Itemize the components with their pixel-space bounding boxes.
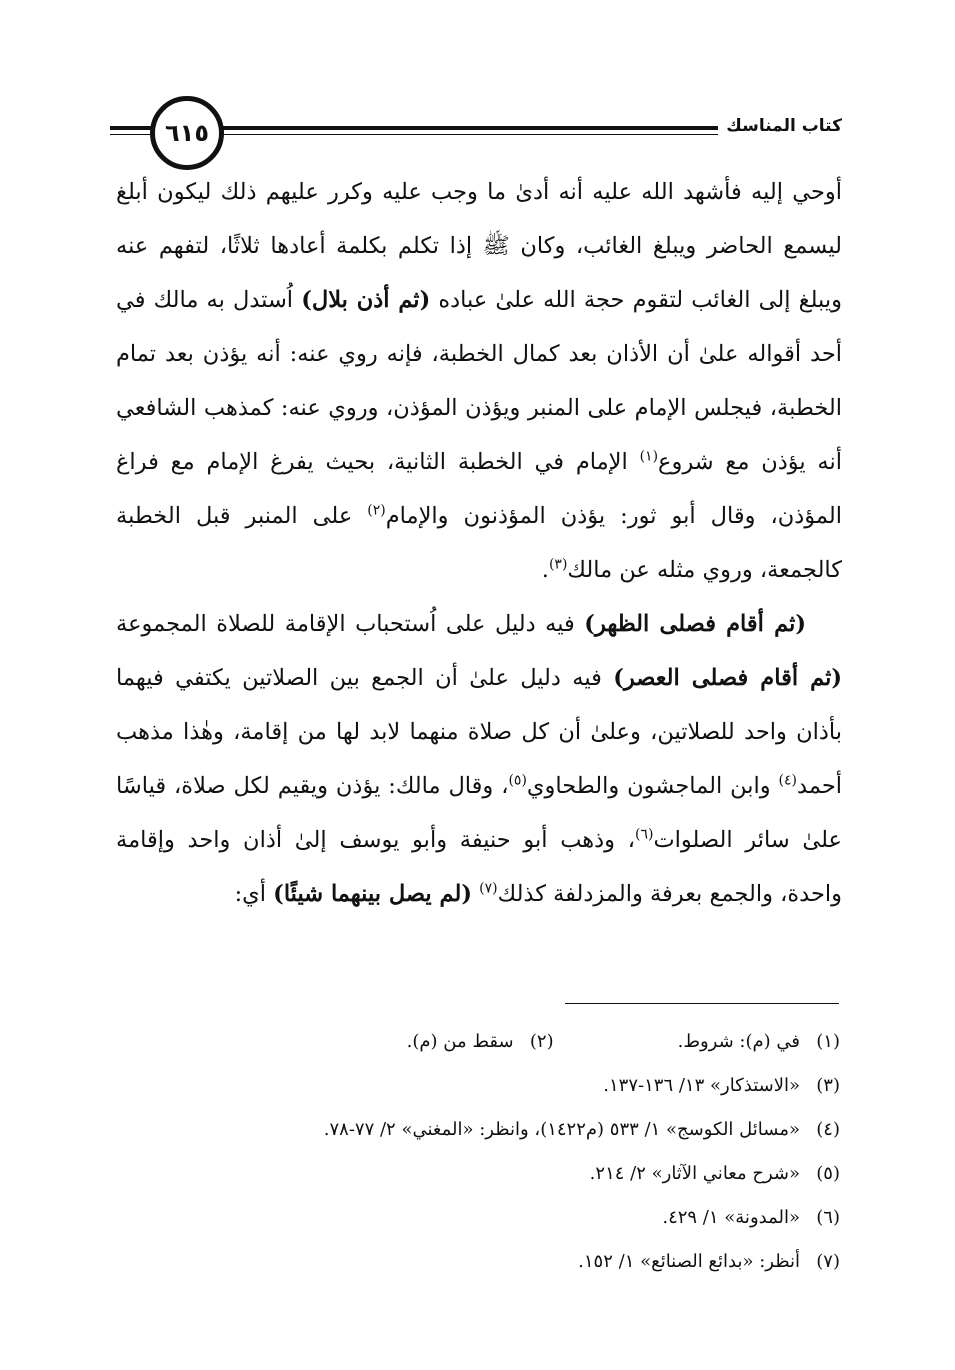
footnote-ref[interactable]: (٢) [367,502,386,519]
footnote-ref[interactable]: (٦) [635,826,654,843]
footnote-text: أنظر: «بدائع الصنائع» ١/ ١٥٢. [578,1251,800,1272]
footnote-text: «شرح معاني الآثار» ٢/ ٢١٤. [589,1163,800,1184]
footnote-3 [120,1064,840,1108]
quoted-hadith-phrase: (لم يصل بينهما شيئًا) [273,881,472,907]
text-run: فيه دليل علىٰ أن الجمع بين الصلاتين يكتفي فيهما بأذان واحد للصلاتين، وعلىٰ أن كل صلاة منهما لابد لها من إقامة، وهٰذا مذهب أحمد [116,665,842,799]
footnote-ref[interactable]: (٣) [548,556,568,573]
text-run: وابن الماجشون والطحاوي [526,773,779,799]
footnote-number: (٢) [529,1031,554,1052]
footnote-7 [120,1240,840,1284]
footnote-ref[interactable]: (٤) [778,772,798,789]
page-header [110,90,848,170]
footnote-text: «المدونة» ١/ ٤٢٩. [662,1207,800,1228]
text-run: على المنبر قبل الخطبة كالجمعة، وروي مثله عن مالك [116,503,842,583]
footnote-text: «الاستذكار» ١٣/ ١٣٦-١٣٧. [603,1075,800,1096]
quoted-hadith-phrase: (ثم أذن بلال) [301,287,431,313]
text-run: أي: [234,881,274,907]
footnote-separator [565,1003,839,1004]
footnote-2 [407,1020,554,1064]
quoted-hadith-phrase: (ثم أقام فصلى الظهر) [584,611,806,637]
text-run: الإمام في الخطبة الثانية، بحيث يفرغ الإمام مع فراغ المؤذن، وقال أبو ثور: يؤذن المؤذنون والإمام [116,449,842,529]
footnote-5 [120,1152,840,1196]
text-run: اُستدل به مالك في أحد أقواله علىٰ أن الأذان بعد كمال الخطبة، فإنه روي عنه: أنه يؤذن بعد تمام الخطبة، فيجلس الإمام على المنبر ويؤذن المؤذن، وروي عنه: كمذهب الشافعي أنه يؤذن مع شروع [116,287,842,475]
text-run: فيه دليل على اُستحباب الإقامة للصلاة المجموعة [116,611,585,637]
page-number: ٦١٥ [150,96,224,170]
footnote-text: «مسائل الكوسج» ١/ ٥٣٣ (م١٤٢٢)، وانظر: «المغني» ٢/ ٧٧-٧٨. [323,1119,800,1140]
footnote-6 [120,1196,840,1240]
main-text [116,165,842,921]
footnotes [120,1020,840,1284]
footnote-number: (٤) [816,1119,840,1140]
footnote-ref[interactable]: (١) [639,448,659,465]
footnote-number: (١) [816,1031,840,1052]
footnote-1 [678,1020,840,1064]
text-run: أوحي إليه فأشهد الله عليه أنه أدىٰ ما وجب عليه وكرر عليهم ذلك ليكون أبلغ ليسمع الحاضر ويبلغ الغائب، وكان ﷺ إذا تكلم بكلمة أعادها ثلاثًا، لتفهم عنه ويبلغ إلى الغائب لتقوم حجة الله علىٰ عباده [116,179,842,313]
text-run: ، وقال مالك: يؤذن ويقيم لكل صلاة، قياسًا علىٰ سائر الصلوات [116,773,842,853]
running-title: كتاب المناسك [718,116,848,136]
paragraph-1 [116,165,842,597]
footnote-number: (٣) [816,1075,840,1096]
footnote-number: (٧) [816,1251,840,1272]
footnote-number: (٦) [816,1207,840,1228]
footnote-4 [120,1108,840,1152]
footnote-row [120,1020,840,1064]
footnote-ref[interactable]: (٥) [508,772,527,789]
footnote-ref[interactable]: (٧) [479,880,498,897]
text-run: . [541,557,549,583]
text-run: ، وذهب أبو حنيفة وأبو يوسف إلىٰ أذان واحد وإقامة واحدة، والجمع بعرفة والمزدلفة كذلك [116,827,842,907]
footnote-text: سقط من (م). [406,1031,514,1052]
paragraph-2 [116,597,842,921]
footnote-number: (٥) [816,1163,840,1184]
footnote-text: في (م): شروط. [677,1031,800,1052]
quoted-hadith-phrase: (ثم أقام فصلى العصر) [613,665,842,691]
